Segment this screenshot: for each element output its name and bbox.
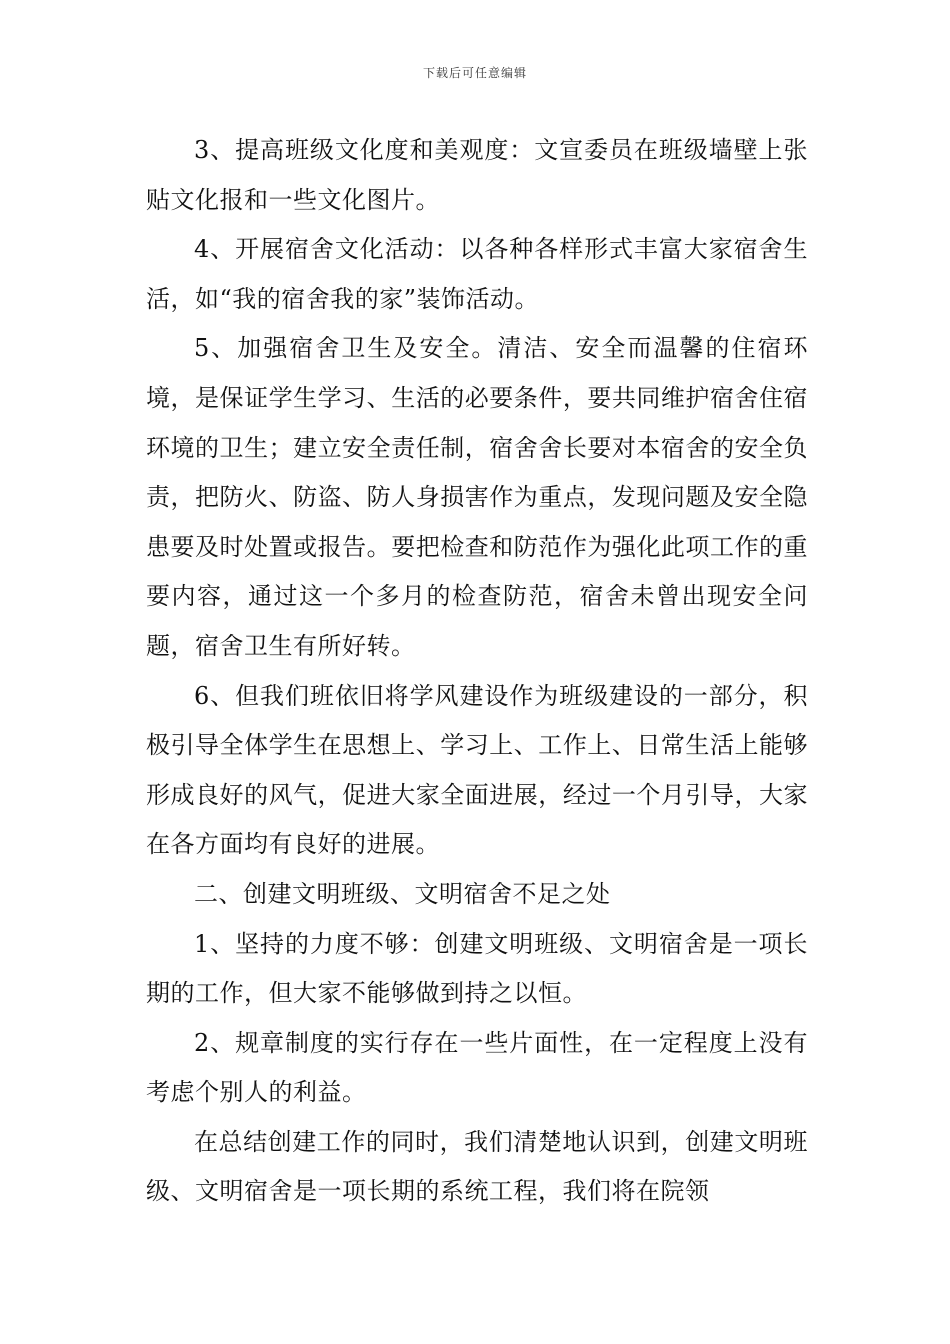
page-header: 下载后可任意编辑 [422, 66, 527, 80]
paragraph-item-4: 4、开展宿舍文化活动：以各种各样形式丰富大家宿舍生活，如“我的宿舍我的家”装饰活动。 [146, 235, 808, 313]
document-body [146, 126, 808, 1217]
paragraph-summary: 在总结创建工作的同时，我们清楚地认识到，创建文明班级、文明宿舍是一项长期的系统工程，我们将在院领 [146, 1127, 808, 1206]
section-heading: 二、创建文明班级、文明宿舍不足之处 [194, 879, 611, 908]
paragraph-item-3: 3、提高班级文化度和美观度：文宣委员在班级墙壁上张贴文化报和一些文化图片。 [146, 136, 808, 214]
paragraph-item-6: 6、但我们班依旧将学风建设作为班级建设的一部分，积极引导全体学生在思想上、学习上、工作上、日常生活上能够形成良好的风气，促进大家全面进展，经过一个月引导，大家在各方面均有良好的进展。 [146, 681, 808, 859]
paragraph-item-1: 1、坚持的力度不够：创建文明班级、文明宿舍是一项长期的工作，但大家不能够做到持之以恒。 [146, 929, 808, 1008]
paragraph-item-2: 2、规章制度的实行存在一些片面性，在一定程度上没有考虑个别人的利益。 [146, 1028, 808, 1107]
paragraph-item-5: 5、加强宿舍卫生及安全。清洁、安全而温馨的住宿环境，是保证学生学习、生活的必要条件，要共同维护宿舍住宿环境的卫生；建立安全责任制，宿舍舍长要对本宿舍的安全负责，把防火、防盗、防人身损害作为重点，发现问题及安全隐患要及时处置或报告。要把检查和防范作为强化此项工作的重要内容，通过这一个多月的检查防范，宿舍未曾出现安全问题，宿舍卫生有所好转。 [146, 334, 808, 660]
